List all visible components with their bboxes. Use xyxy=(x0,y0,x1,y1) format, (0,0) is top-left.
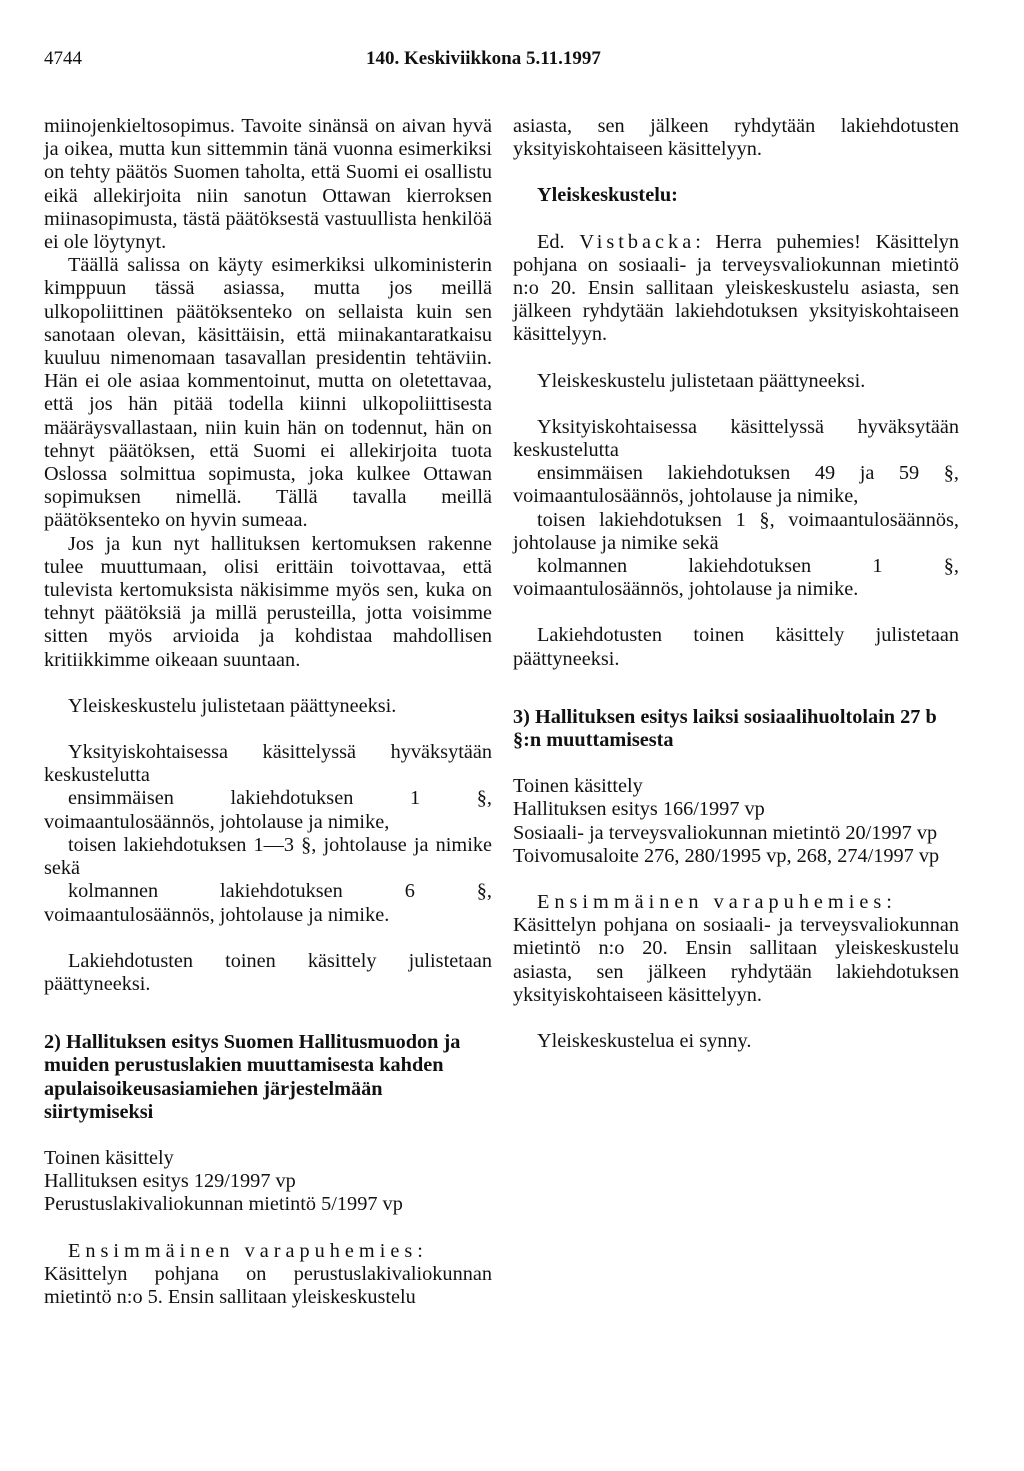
reference-line: Toinen käsittely xyxy=(513,775,643,798)
right-column xyxy=(513,115,959,1053)
agenda-item-heading: 3) Hallituksen esitys laiksi sosiaalihuoltolain 27 b §:n muuttamisesta xyxy=(513,705,937,752)
body-paragraph: miinojenkieltosopimus. Tavoite sinänsä on aivan hyvä ja oikea, mutta kun sittemmin tänä vuonna esimerkiksi on tehty päätös Suomen taholta, että Suomi ei osallistu eikä allekirjoita niin sanotun Ottawan kierroksen miinasopimusta, tästä päätöksestä vastuullista henkilöä ei ole löytynyt. xyxy=(44,115,492,254)
running-head: 140. Keskiviikkona 5.11.1997 xyxy=(366,48,601,69)
approved-item: ensimmäisen lakiehdotuksen 49 ja 59 §, voimaantulosäännös, johtolause ja nimike, xyxy=(513,462,959,508)
approved-item: kolmannen lakiehdotuksen 1 §, voimaantulosäännös, johtolause ja nimike. xyxy=(513,555,959,601)
reading-closed-note: Lakiehdotusten toinen käsittely julistetaan päättyneeksi. xyxy=(44,949,492,995)
approved-item: kolmannen lakiehdotuksen 6 §, voimaantulosäännös, johtolause ja nimike. xyxy=(44,880,492,926)
speech-paragraph xyxy=(513,231,959,347)
body-paragraph: Täällä salissa on käyty esimerkiksi ulkoministerin kimppuun tässä asiassa, mutta jos meillä ulkopoliittinen päätöksenteko on sellaista kuin sen sanotaan olevan, käsittäisin, että miinakantaratkaisu kuuluu nimenomaan tasavallan presidentin tehtäviin. Hän ei ole asiaa kommentoinut, mutta on oletettavaa, että jos hän pitää todella kiinni ulkopoliittisesta määräysvallastaan, niin kuin hän on todennut, hän on tehnyt päätöksen, että Suomi ei allekirjoita tuota Oslossa solmittua sopimusta, joka kulkee Ottawan sopimuksen nimellä. Tällä tavalla meillä päätöksenteko on hyvin sumeaa. xyxy=(44,254,492,532)
approved-item: toisen lakiehdotuksen 1—3 §, johtolause ja nimike sekä xyxy=(44,833,492,880)
page-number: 4744 xyxy=(44,48,82,69)
reading-closed-note: Lakiehdotusten toinen käsittely julistetaan päättyneeksi. xyxy=(513,624,959,670)
reference-line: Hallituksen esitys 166/1997 vp xyxy=(513,798,765,821)
section-subheading: Yleiskeskustelu: xyxy=(537,184,678,207)
speaker-name: Ensimmäinen varapuhemies: xyxy=(68,1239,428,1262)
body-paragraph: Jos ja kun nyt hallituksen kertomuksen rakenne tulee muuttumaan, olisi erittäin toivottavaa, että tulevista kertomuksista näkisimme myös sen, kuka on tehnyt päätöksiä ja millä perusteilla, jotta voisimme sitten myös arvioida ja kohdistaa mahdollisen kritiikkimme oikeaan suuntaan. xyxy=(44,532,492,671)
reference-line: Hallituksen esitys 129/1997 vp xyxy=(44,1170,296,1193)
speaker-prefix: Ed. xyxy=(537,230,565,253)
speaker-name: Ensimmäinen varapuhemies: xyxy=(537,891,897,914)
debate-closed-note: Yleiskeskustelu julistetaan päättyneeksi. xyxy=(68,694,397,717)
no-debate-note: Yleiskeskustelua ei synny. xyxy=(537,1030,752,1053)
approved-item: toisen lakiehdotuksen 1 §, voimaantulosäännös, johtolause ja nimike sekä xyxy=(513,508,959,554)
speaker-name: Vistbacka xyxy=(579,230,696,253)
speaker-salutation: : Herra puhemies! xyxy=(695,230,861,253)
agenda-item-heading: 2) Hallituksen esitys Suomen Hallitusmuodon ja muiden perustuslakien muuttamisesta kahden apulaisoikeusasiamiehen järjestelmään siirtymiseksi xyxy=(44,1031,461,1123)
left-column xyxy=(44,115,492,1309)
reference-line: Perustuslakivaliokunnan mietintö 5/1997 vp xyxy=(44,1193,403,1216)
body-paragraph: asiasta, sen jälkeen ryhdytään lakiehdotusten yksityiskohtaiseen käsittelyyn. xyxy=(513,115,959,161)
speech-text: Käsittelyn pohjana on sosiaali- ja terveysvaliokunnan mietintö n:o 20. Ensin sallitaan yleiskeskustelu asiasta, sen jälkeen ryhdytään lakiehdotuksen yksityiskohtaiseen käsittelyyn. xyxy=(513,230,960,346)
detailed-consideration-intro: Yksityiskohtaisessa käsittelyssä hyväksytään keskustelutta xyxy=(513,415,959,462)
reference-line: Toinen käsittely xyxy=(44,1146,174,1169)
page-header xyxy=(44,48,980,78)
reference-line: Toivomusaloite 276, 280/1995 vp, 268, 274/1997 vp xyxy=(513,844,940,867)
speech-text: Käsittelyn pohjana on perustuslakivaliokunnan mietintö n:o 5. Ensin sallitaan yleiskeskustelu xyxy=(44,1262,492,1308)
speech-text: Käsittelyn pohjana on sosiaali- ja terveysvaliokunnan mietintö n:o 20. Ensin sallitaan yleiskeskustelu asiasta, sen jälkeen ryhdytään lakiehdotuksen yksityiskohtaiseen käsittelyyn. xyxy=(513,914,959,1006)
reference-line: Sosiaali- ja terveysvaliokunnan mietintö 20/1997 vp xyxy=(513,821,938,844)
approved-item: ensimmäisen lakiehdotuksen 1 §, voimaantulosäännös, johtolause ja nimike, xyxy=(44,787,492,833)
detailed-consideration-intro: Yksityiskohtaisessa käsittelyssä hyväksytään keskustelutta xyxy=(44,741,492,787)
debate-closed-note: Yleiskeskustelu julistetaan päättyneeksi. xyxy=(537,369,866,392)
